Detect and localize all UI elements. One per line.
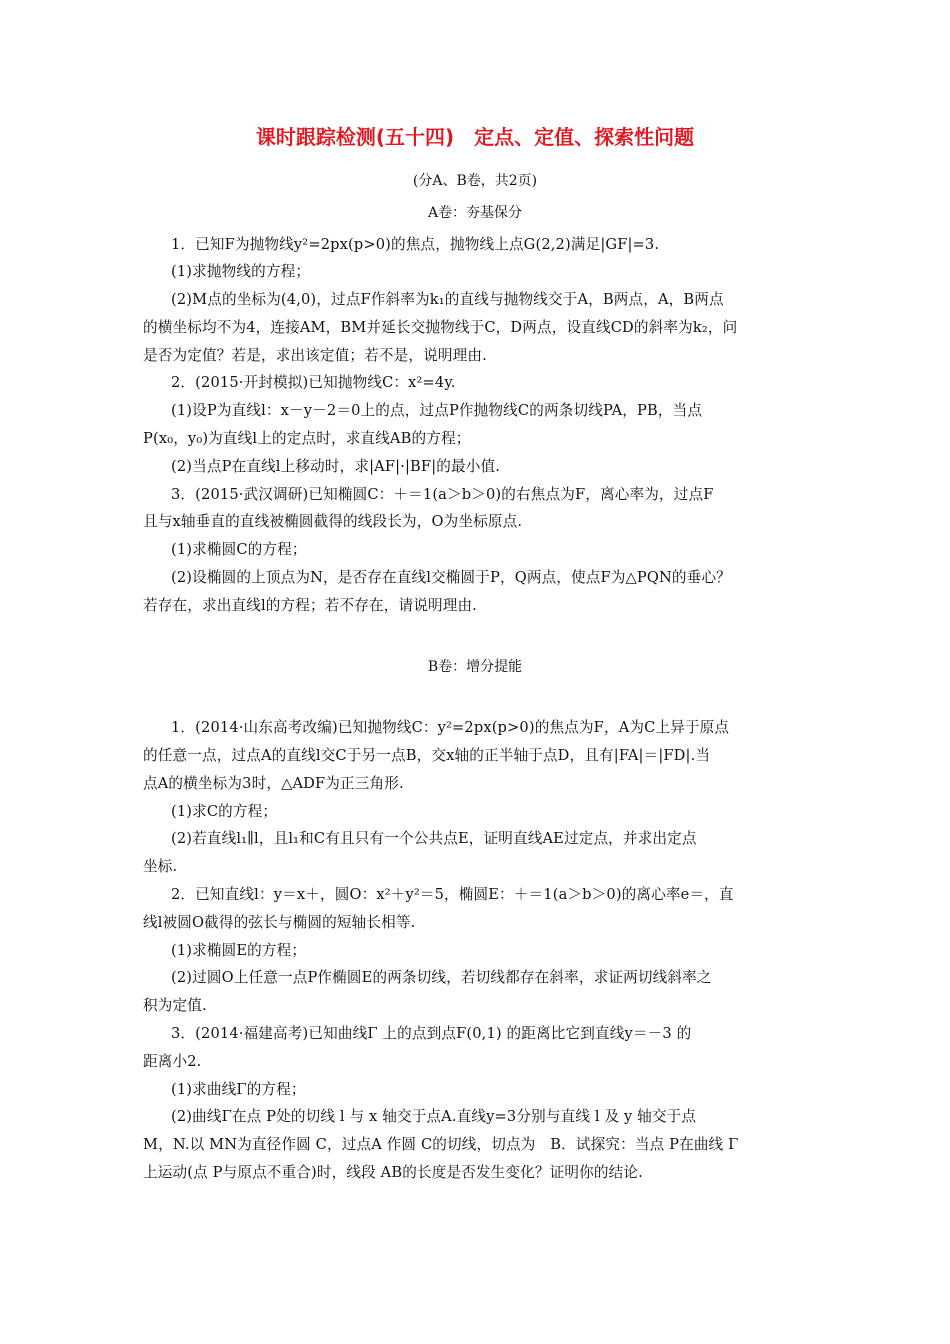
text-line: 3．(2014·福建高考)已知曲线Γ 上的点到点F(0,1) 的距离比它到直线y＝－3 的: [171, 1025, 692, 1042]
text-line: (1)求C的方程；: [171, 803, 278, 820]
text-line: 2．(2015·开封模拟)已知抛物线C：x²=4y.: [171, 374, 456, 391]
text-line: (1)设P为直线l：x－y－2＝0上的点，过点P作抛物线C的两条切线PA，PB，当点: [171, 402, 703, 419]
text-line: (1)求曲线Γ的方程；: [171, 1081, 306, 1098]
section-a-heading: A卷：夯基保分: [427, 205, 523, 221]
text-line: P(x₀，y₀)为直线l上的定点时，求直线AB的方程；: [143, 430, 471, 447]
text-line: (2)若直线l₁∥l，且l₁和C有且只有一个公共点E，证明直线AE过定点，并求出定点: [171, 830, 697, 847]
text-line: 的横坐标均不为4，连接AM，BM并延长交抛物线于C，D两点，设直线CD的斜率为k₂，问: [143, 319, 738, 336]
section-b-heading: B卷：增分提能: [427, 659, 523, 675]
text-line: 2．已知直线l：y＝x＋，圆O：x²＋y²＝5，椭圆E：＋＝1(a＞b＞0)的离心率e＝，直: [171, 886, 734, 903]
text-line: 距离小2.: [143, 1053, 202, 1070]
text-line: (1)求椭圆C的方程；: [171, 541, 307, 558]
text-line: 线l被圆O截得的弦长与椭圆的短轴长相等.: [143, 914, 416, 931]
text-line: (1)求椭圆E的方程；: [171, 942, 307, 959]
text-line: 的任意一点，过点A的直线l交C于另一点B，交x轴的正半轴于点D，且有|FA|＝|FD|.当: [143, 747, 711, 764]
text-line: 3．(2015·武汉调研)已知椭圆C：＋＝1(a＞b＞0)的右焦点为F，离心率为，过点F: [171, 486, 714, 503]
text-line: 积为定值.: [143, 997, 207, 1014]
text-line: (2)过圆O上任意一点P作椭圆E的两条切线，若切线都存在斜率，求证两切线斜率之: [171, 969, 712, 986]
text-line: 若存在，求出直线l的方程；若不存在，请说明理由.: [143, 597, 477, 614]
text-line: (1)求抛物线的方程；: [171, 263, 311, 280]
text-line: 1．(2014·山东高考改编)已知抛物线C：y²=2px(p>0)的焦点为F，A为C上异于原点: [171, 719, 730, 736]
text-line: 上运动(点 P与原点不重合)时，线段 AB的长度是否发生变化？证明你的结论.: [143, 1164, 643, 1181]
text-line: 坐标.: [143, 858, 178, 875]
text-line: 点A的横坐标为3时，△ADF为正三角形.: [143, 775, 404, 792]
text-line: (2)曲线Γ在点 P处的切线 l 与 x 轴交于点A.直线y=3分别与直线 l 及 y 轴交于点: [171, 1108, 697, 1125]
text-line: M，N.以 MN为直径作圆 C，过点A 作圆 C的切线，切点为 B．试探究：当点 P在曲线 Γ: [143, 1136, 739, 1153]
text-line: (2)M点的坐标为(4,0)，过点F作斜率为k₁的直线与抛物线交于A，B两点，A，B两点: [171, 291, 724, 308]
text-line: 且与x轴垂直的直线被椭圆截得的线段长为，O为坐标原点.: [143, 513, 523, 530]
text-line: (2)当点P在直线l上移动时，求|AF|·|BF|的最小值.: [171, 458, 501, 475]
page-title: 课时跟踪检测(五十四) 定点、定值、探索性问题: [255, 125, 695, 149]
text-line: 1．已知F为抛物线y²=2px(p>0)的焦点，抛物线上点G(2,2)满足|GF|=3.: [171, 236, 660, 253]
text-line: (2)设椭圆的上顶点为N，是否存在直线l交椭圆于P，Q两点，使点F为△PQN的垂心？: [171, 569, 731, 586]
text-line: 是否为定值？若是，求出该定值；若不是，说明理由.: [143, 347, 487, 364]
page-subtitle: (分A、B卷，共2页): [412, 173, 538, 189]
